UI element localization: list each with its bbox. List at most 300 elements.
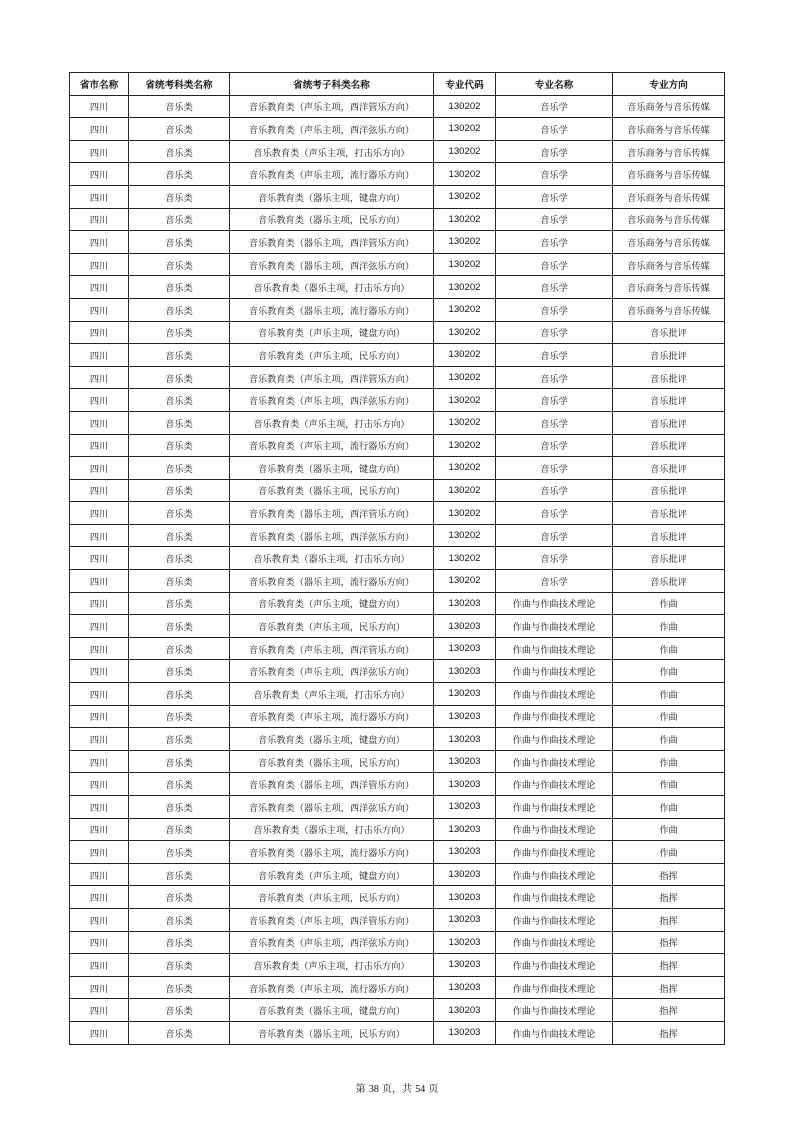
header-major-code: 专业代码 xyxy=(434,73,496,96)
cell-major-code: 130203 xyxy=(434,931,496,954)
cell-major-name: 作曲与作曲技术理论 xyxy=(496,976,613,999)
cell-major-direction: 作曲 xyxy=(613,660,725,683)
cell-category: 音乐类 xyxy=(129,185,230,208)
cell-major-name: 作曲与作曲技术理论 xyxy=(496,818,613,841)
cell-category: 音乐类 xyxy=(129,298,230,321)
cell-major-code: 130202 xyxy=(434,95,496,118)
cell-major-direction: 作曲 xyxy=(613,637,725,660)
cell-major-code: 130203 xyxy=(434,592,496,615)
cell-major-direction: 音乐批评 xyxy=(613,389,725,412)
cell-subcategory: 音乐教育类（器乐主项，民乐方向） xyxy=(230,1021,434,1044)
cell-major-name: 音乐学 xyxy=(496,276,613,299)
cell-category: 音乐类 xyxy=(129,389,230,412)
cell-major-code: 130203 xyxy=(434,637,496,660)
cell-subcategory: 音乐教育类（器乐主项，打击乐方向） xyxy=(230,276,434,299)
cell-subcategory: 音乐教育类（声乐主项，打击乐方向） xyxy=(230,140,434,163)
cell-subcategory: 音乐教育类（声乐主项，西洋管乐方向） xyxy=(230,908,434,931)
cell-subcategory: 音乐教育类（声乐主项，打击乐方向） xyxy=(230,954,434,977)
cell-major-code: 130203 xyxy=(434,750,496,773)
cell-major-name: 音乐学 xyxy=(496,389,613,412)
cell-category: 音乐类 xyxy=(129,344,230,367)
cell-major-direction: 音乐批评 xyxy=(613,457,725,480)
cell-subcategory: 音乐教育类（器乐主项，西洋管乐方向） xyxy=(230,773,434,796)
cell-category: 音乐类 xyxy=(129,1021,230,1044)
cell-major-direction: 音乐批评 xyxy=(613,366,725,389)
cell-major-direction: 作曲 xyxy=(613,615,725,638)
cell-major-direction: 指挥 xyxy=(613,976,725,999)
cell-province: 四川 xyxy=(70,728,129,751)
cell-category: 音乐类 xyxy=(129,547,230,570)
cell-major-name: 作曲与作曲技术理论 xyxy=(496,637,613,660)
cell-major-direction: 音乐批评 xyxy=(613,502,725,525)
cell-province: 四川 xyxy=(70,276,129,299)
table-row xyxy=(70,637,725,660)
table-row xyxy=(70,253,725,276)
cell-category: 音乐类 xyxy=(129,976,230,999)
cell-province: 四川 xyxy=(70,999,129,1022)
cell-major-name: 作曲与作曲技术理论 xyxy=(496,931,613,954)
cell-major-direction: 作曲 xyxy=(613,705,725,728)
cell-subcategory: 音乐教育类（声乐主项，西洋管乐方向） xyxy=(230,95,434,118)
table-row xyxy=(70,683,725,706)
cell-major-direction: 音乐商务与音乐传媒 xyxy=(613,118,725,141)
cell-category: 音乐类 xyxy=(129,163,230,186)
cell-subcategory: 音乐教育类（器乐主项，流行器乐方向） xyxy=(230,841,434,864)
table-header-row xyxy=(70,73,725,96)
cell-province: 四川 xyxy=(70,366,129,389)
page-footer xyxy=(0,1080,794,1095)
footer-prefix: 第 xyxy=(355,1084,366,1095)
table-row xyxy=(70,389,725,412)
cell-major-name: 音乐学 xyxy=(496,344,613,367)
cell-major-name: 作曲与作曲技术理论 xyxy=(496,592,613,615)
cell-major-code: 130203 xyxy=(434,841,496,864)
cell-subcategory: 音乐教育类（器乐主项，键盘方向） xyxy=(230,728,434,751)
cell-major-code: 130203 xyxy=(434,863,496,886)
cell-category: 音乐类 xyxy=(129,931,230,954)
cell-major-code: 130203 xyxy=(434,886,496,909)
cell-category: 音乐类 xyxy=(129,411,230,434)
cell-subcategory: 音乐教育类（器乐主项，流行器乐方向） xyxy=(230,570,434,593)
cell-major-code: 130202 xyxy=(434,321,496,344)
table-row xyxy=(70,908,725,931)
header-major-name: 专业名称 xyxy=(496,73,613,96)
cell-major-name: 音乐学 xyxy=(496,457,613,480)
cell-province: 四川 xyxy=(70,976,129,999)
cell-province: 四川 xyxy=(70,773,129,796)
cell-category: 音乐类 xyxy=(129,615,230,638)
cell-province: 四川 xyxy=(70,570,129,593)
cell-major-name: 音乐学 xyxy=(496,185,613,208)
table-row xyxy=(70,457,725,480)
cell-category: 音乐类 xyxy=(129,773,230,796)
table-row xyxy=(70,1021,725,1044)
table-row xyxy=(70,185,725,208)
cell-major-name: 音乐学 xyxy=(496,411,613,434)
table-row xyxy=(70,976,725,999)
cell-category: 音乐类 xyxy=(129,863,230,886)
cell-major-code: 130202 xyxy=(434,231,496,254)
cell-province: 四川 xyxy=(70,931,129,954)
cell-province: 四川 xyxy=(70,185,129,208)
cell-major-name: 作曲与作曲技术理论 xyxy=(496,773,613,796)
cell-major-direction: 音乐商务与音乐传媒 xyxy=(613,298,725,321)
cell-subcategory: 音乐教育类（声乐主项，西洋弦乐方向） xyxy=(230,389,434,412)
cell-subcategory: 音乐教育类（声乐主项，键盘方向） xyxy=(230,863,434,886)
cell-province: 四川 xyxy=(70,321,129,344)
table-row xyxy=(70,592,725,615)
table-row xyxy=(70,231,725,254)
cell-major-direction: 作曲 xyxy=(613,818,725,841)
table-row xyxy=(70,750,725,773)
cell-subcategory: 音乐教育类（声乐主项，西洋弦乐方向） xyxy=(230,931,434,954)
cell-major-code: 130202 xyxy=(434,253,496,276)
cell-province: 四川 xyxy=(70,637,129,660)
cell-province: 四川 xyxy=(70,344,129,367)
table-row xyxy=(70,524,725,547)
cell-major-direction: 作曲 xyxy=(613,592,725,615)
cell-major-code: 130202 xyxy=(434,457,496,480)
cell-province: 四川 xyxy=(70,253,129,276)
cell-province: 四川 xyxy=(70,863,129,886)
cell-category: 音乐类 xyxy=(129,705,230,728)
cell-category: 音乐类 xyxy=(129,683,230,706)
cell-major-direction: 音乐批评 xyxy=(613,344,725,367)
cell-major-name: 作曲与作曲技术理论 xyxy=(496,908,613,931)
cell-major-name: 音乐学 xyxy=(496,321,613,344)
cell-subcategory: 音乐教育类（声乐主项，西洋弦乐方向） xyxy=(230,118,434,141)
cell-province: 四川 xyxy=(70,298,129,321)
cell-province: 四川 xyxy=(70,750,129,773)
cell-category: 音乐类 xyxy=(129,592,230,615)
cell-major-name: 作曲与作曲技术理论 xyxy=(496,750,613,773)
table-row xyxy=(70,999,725,1022)
cell-subcategory: 音乐教育类（器乐主项，西洋弦乐方向） xyxy=(230,796,434,819)
header-province: 省市名称 xyxy=(70,73,129,96)
cell-major-name: 音乐学 xyxy=(496,163,613,186)
cell-province: 四川 xyxy=(70,140,129,163)
cell-province: 四川 xyxy=(70,231,129,254)
cell-province: 四川 xyxy=(70,118,129,141)
cell-major-name: 作曲与作曲技术理论 xyxy=(496,841,613,864)
cell-subcategory: 音乐教育类（声乐主项，键盘方向） xyxy=(230,592,434,615)
current-page-number: 38 xyxy=(368,1084,379,1095)
cell-major-direction: 音乐商务与音乐传媒 xyxy=(613,163,725,186)
table-row xyxy=(70,276,725,299)
cell-major-name: 作曲与作曲技术理论 xyxy=(496,1021,613,1044)
cell-major-name: 作曲与作曲技术理论 xyxy=(496,705,613,728)
cell-major-code: 130203 xyxy=(434,728,496,751)
cell-major-code: 130202 xyxy=(434,118,496,141)
cell-major-code: 130203 xyxy=(434,705,496,728)
cell-province: 四川 xyxy=(70,1021,129,1044)
cell-major-direction: 音乐商务与音乐传媒 xyxy=(613,185,725,208)
cell-category: 音乐类 xyxy=(129,660,230,683)
table-row xyxy=(70,841,725,864)
cell-province: 四川 xyxy=(70,908,129,931)
cell-major-direction: 指挥 xyxy=(613,863,725,886)
table-row xyxy=(70,705,725,728)
footer-middle: 页，共 xyxy=(382,1084,412,1095)
cell-province: 四川 xyxy=(70,592,129,615)
cell-province: 四川 xyxy=(70,457,129,480)
cell-province: 四川 xyxy=(70,208,129,231)
cell-major-name: 音乐学 xyxy=(496,298,613,321)
cell-major-name: 音乐学 xyxy=(496,524,613,547)
cell-category: 音乐类 xyxy=(129,796,230,819)
cell-major-direction: 作曲 xyxy=(613,750,725,773)
table-row xyxy=(70,863,725,886)
cell-category: 音乐类 xyxy=(129,999,230,1022)
cell-major-name: 作曲与作曲技术理论 xyxy=(496,796,613,819)
cell-subcategory: 音乐教育类（声乐主项，民乐方向） xyxy=(230,886,434,909)
cell-category: 音乐类 xyxy=(129,457,230,480)
cell-major-name: 音乐学 xyxy=(496,366,613,389)
cell-major-direction: 音乐批评 xyxy=(613,321,725,344)
cell-subcategory: 音乐教育类（器乐主项，民乐方向） xyxy=(230,479,434,502)
cell-major-name: 作曲与作曲技术理论 xyxy=(496,683,613,706)
cell-province: 四川 xyxy=(70,389,129,412)
cell-major-name: 作曲与作曲技术理论 xyxy=(496,615,613,638)
cell-category: 音乐类 xyxy=(129,818,230,841)
cell-major-direction: 音乐商务与音乐传媒 xyxy=(613,276,725,299)
cell-subcategory: 音乐教育类（器乐主项，西洋管乐方向） xyxy=(230,231,434,254)
cell-province: 四川 xyxy=(70,163,129,186)
cell-subcategory: 音乐教育类（器乐主项，打击乐方向） xyxy=(230,547,434,570)
table-row xyxy=(70,411,725,434)
cell-category: 音乐类 xyxy=(129,434,230,457)
cell-subcategory: 音乐教育类（器乐主项，民乐方向） xyxy=(230,750,434,773)
cell-province: 四川 xyxy=(70,95,129,118)
cell-subcategory: 音乐教育类（声乐主项，流行器乐方向） xyxy=(230,434,434,457)
cell-province: 四川 xyxy=(70,705,129,728)
cell-major-code: 130202 xyxy=(434,185,496,208)
cell-category: 音乐类 xyxy=(129,728,230,751)
cell-category: 音乐类 xyxy=(129,479,230,502)
cell-major-code: 130203 xyxy=(434,954,496,977)
cell-category: 音乐类 xyxy=(129,208,230,231)
table-row xyxy=(70,434,725,457)
cell-province: 四川 xyxy=(70,841,129,864)
cell-subcategory: 音乐教育类（声乐主项，打击乐方向） xyxy=(230,411,434,434)
table-row xyxy=(70,570,725,593)
cell-major-direction: 作曲 xyxy=(613,796,725,819)
table-row xyxy=(70,660,725,683)
cell-major-name: 作曲与作曲技术理论 xyxy=(496,954,613,977)
cell-major-code: 130202 xyxy=(434,344,496,367)
cell-subcategory: 音乐教育类（器乐主项，西洋弦乐方向） xyxy=(230,253,434,276)
cell-category: 音乐类 xyxy=(129,886,230,909)
cell-category: 音乐类 xyxy=(129,637,230,660)
cell-category: 音乐类 xyxy=(129,95,230,118)
cell-category: 音乐类 xyxy=(129,321,230,344)
cell-major-code: 130202 xyxy=(434,389,496,412)
table-row xyxy=(70,886,725,909)
table-row xyxy=(70,615,725,638)
cell-major-name: 作曲与作曲技术理论 xyxy=(496,660,613,683)
cell-major-code: 130203 xyxy=(434,683,496,706)
cell-subcategory: 音乐教育类（声乐主项，西洋管乐方向） xyxy=(230,366,434,389)
cell-major-direction: 音乐批评 xyxy=(613,524,725,547)
cell-province: 四川 xyxy=(70,547,129,570)
cell-major-code: 130203 xyxy=(434,976,496,999)
table-row xyxy=(70,298,725,321)
cell-province: 四川 xyxy=(70,434,129,457)
cell-major-name: 音乐学 xyxy=(496,231,613,254)
cell-major-direction: 指挥 xyxy=(613,999,725,1022)
cell-major-name: 音乐学 xyxy=(496,547,613,570)
cell-province: 四川 xyxy=(70,954,129,977)
cell-category: 音乐类 xyxy=(129,841,230,864)
cell-major-direction: 音乐批评 xyxy=(613,411,725,434)
cell-major-direction: 音乐批评 xyxy=(613,434,725,457)
cell-major-direction: 作曲 xyxy=(613,683,725,706)
table-row xyxy=(70,366,725,389)
cell-category: 音乐类 xyxy=(129,954,230,977)
cell-subcategory: 音乐教育类（器乐主项，流行器乐方向） xyxy=(230,298,434,321)
cell-major-name: 音乐学 xyxy=(496,570,613,593)
cell-major-code: 130202 xyxy=(434,411,496,434)
cell-major-code: 130202 xyxy=(434,366,496,389)
cell-major-name: 作曲与作曲技术理论 xyxy=(496,886,613,909)
cell-major-name: 作曲与作曲技术理论 xyxy=(496,728,613,751)
cell-major-code: 130203 xyxy=(434,796,496,819)
cell-category: 音乐类 xyxy=(129,502,230,525)
table-row xyxy=(70,502,725,525)
cell-major-name: 音乐学 xyxy=(496,95,613,118)
cell-subcategory: 音乐教育类（声乐主项，民乐方向） xyxy=(230,615,434,638)
table-body xyxy=(70,95,725,1044)
cell-major-direction: 音乐商务与音乐传媒 xyxy=(613,95,725,118)
cell-major-direction: 音乐批评 xyxy=(613,547,725,570)
cell-major-direction: 音乐批评 xyxy=(613,570,725,593)
cell-subcategory: 音乐教育类（器乐主项，西洋管乐方向） xyxy=(230,502,434,525)
cell-category: 音乐类 xyxy=(129,524,230,547)
cell-major-direction: 音乐商务与音乐传媒 xyxy=(613,253,725,276)
cell-major-code: 130202 xyxy=(434,570,496,593)
cell-subcategory: 音乐教育类（器乐主项，西洋弦乐方向） xyxy=(230,524,434,547)
total-pages-number: 54 xyxy=(415,1084,426,1095)
cell-subcategory: 音乐教育类（声乐主项，流行器乐方向） xyxy=(230,976,434,999)
cell-major-name: 音乐学 xyxy=(496,118,613,141)
table-row xyxy=(70,818,725,841)
cell-major-direction: 作曲 xyxy=(613,773,725,796)
cell-major-code: 130202 xyxy=(434,140,496,163)
footer-suffix: 页 xyxy=(428,1084,439,1095)
cell-major-direction: 指挥 xyxy=(613,931,725,954)
cell-province: 四川 xyxy=(70,886,129,909)
cell-subcategory: 音乐教育类（声乐主项，流行器乐方向） xyxy=(230,705,434,728)
cell-major-name: 音乐学 xyxy=(496,208,613,231)
cell-major-code: 130202 xyxy=(434,502,496,525)
cell-subcategory: 音乐教育类（声乐主项，民乐方向） xyxy=(230,344,434,367)
cell-category: 音乐类 xyxy=(129,570,230,593)
header-category: 省统考科类名称 xyxy=(129,73,230,96)
cell-category: 音乐类 xyxy=(129,276,230,299)
cell-major-name: 音乐学 xyxy=(496,479,613,502)
cell-subcategory: 音乐教育类（器乐主项，键盘方向） xyxy=(230,999,434,1022)
cell-major-code: 130203 xyxy=(434,660,496,683)
cell-category: 音乐类 xyxy=(129,750,230,773)
cell-subcategory: 音乐教育类（器乐主项，民乐方向） xyxy=(230,208,434,231)
cell-province: 四川 xyxy=(70,479,129,502)
cell-category: 音乐类 xyxy=(129,118,230,141)
cell-category: 音乐类 xyxy=(129,140,230,163)
cell-major-code: 130203 xyxy=(434,1021,496,1044)
cell-subcategory: 音乐教育类（器乐主项，键盘方向） xyxy=(230,457,434,480)
table-row xyxy=(70,344,725,367)
cell-province: 四川 xyxy=(70,818,129,841)
table-row xyxy=(70,208,725,231)
cell-subcategory: 音乐教育类（声乐主项，西洋弦乐方向） xyxy=(230,660,434,683)
cell-category: 音乐类 xyxy=(129,231,230,254)
cell-major-code: 130203 xyxy=(434,908,496,931)
table-row xyxy=(70,479,725,502)
header-subcategory: 省统考子科类名称 xyxy=(230,73,434,96)
cell-province: 四川 xyxy=(70,660,129,683)
cell-subcategory: 音乐教育类（器乐主项，键盘方向） xyxy=(230,185,434,208)
cell-major-name: 音乐学 xyxy=(496,434,613,457)
cell-subcategory: 音乐教育类（声乐主项，键盘方向） xyxy=(230,321,434,344)
table-row xyxy=(70,547,725,570)
cell-major-direction: 作曲 xyxy=(613,841,725,864)
table-row xyxy=(70,95,725,118)
cell-major-code: 130203 xyxy=(434,999,496,1022)
cell-subcategory: 音乐教育类（声乐主项，打击乐方向） xyxy=(230,683,434,706)
cell-province: 四川 xyxy=(70,615,129,638)
cell-major-code: 130202 xyxy=(434,547,496,570)
table-row xyxy=(70,321,725,344)
cell-major-direction: 指挥 xyxy=(613,908,725,931)
cell-subcategory: 音乐教育类（声乐主项，西洋管乐方向） xyxy=(230,637,434,660)
table-row xyxy=(70,163,725,186)
cell-province: 四川 xyxy=(70,411,129,434)
table-row xyxy=(70,931,725,954)
cell-major-code: 130203 xyxy=(434,818,496,841)
table-row xyxy=(70,118,725,141)
cell-major-code: 130203 xyxy=(434,615,496,638)
table-row xyxy=(70,773,725,796)
cell-major-code: 130202 xyxy=(434,208,496,231)
cell-subcategory: 音乐教育类（器乐主项，打击乐方向） xyxy=(230,818,434,841)
cell-major-direction: 指挥 xyxy=(613,954,725,977)
cell-major-direction: 音乐商务与音乐传媒 xyxy=(613,231,725,254)
cell-category: 音乐类 xyxy=(129,366,230,389)
cell-category: 音乐类 xyxy=(129,908,230,931)
cell-major-direction: 作曲 xyxy=(613,728,725,751)
cell-major-name: 作曲与作曲技术理论 xyxy=(496,863,613,886)
cell-major-name: 音乐学 xyxy=(496,253,613,276)
cell-major-code: 130202 xyxy=(434,524,496,547)
table-row xyxy=(70,954,725,977)
cell-major-code: 130202 xyxy=(434,434,496,457)
cell-major-direction: 指挥 xyxy=(613,1021,725,1044)
cell-major-direction: 指挥 xyxy=(613,886,725,909)
table-row xyxy=(70,728,725,751)
cell-major-name: 音乐学 xyxy=(496,140,613,163)
cell-province: 四川 xyxy=(70,683,129,706)
cell-major-name: 作曲与作曲技术理论 xyxy=(496,999,613,1022)
cell-major-code: 130202 xyxy=(434,298,496,321)
header-major-direction: 专业方向 xyxy=(613,73,725,96)
cell-major-name: 音乐学 xyxy=(496,502,613,525)
cell-major-code: 130202 xyxy=(434,479,496,502)
table-row xyxy=(70,796,725,819)
table-row xyxy=(70,140,725,163)
enrollment-table xyxy=(69,72,725,1045)
cell-major-direction: 音乐商务与音乐传媒 xyxy=(613,208,725,231)
cell-major-direction: 音乐商务与音乐传媒 xyxy=(613,140,725,163)
